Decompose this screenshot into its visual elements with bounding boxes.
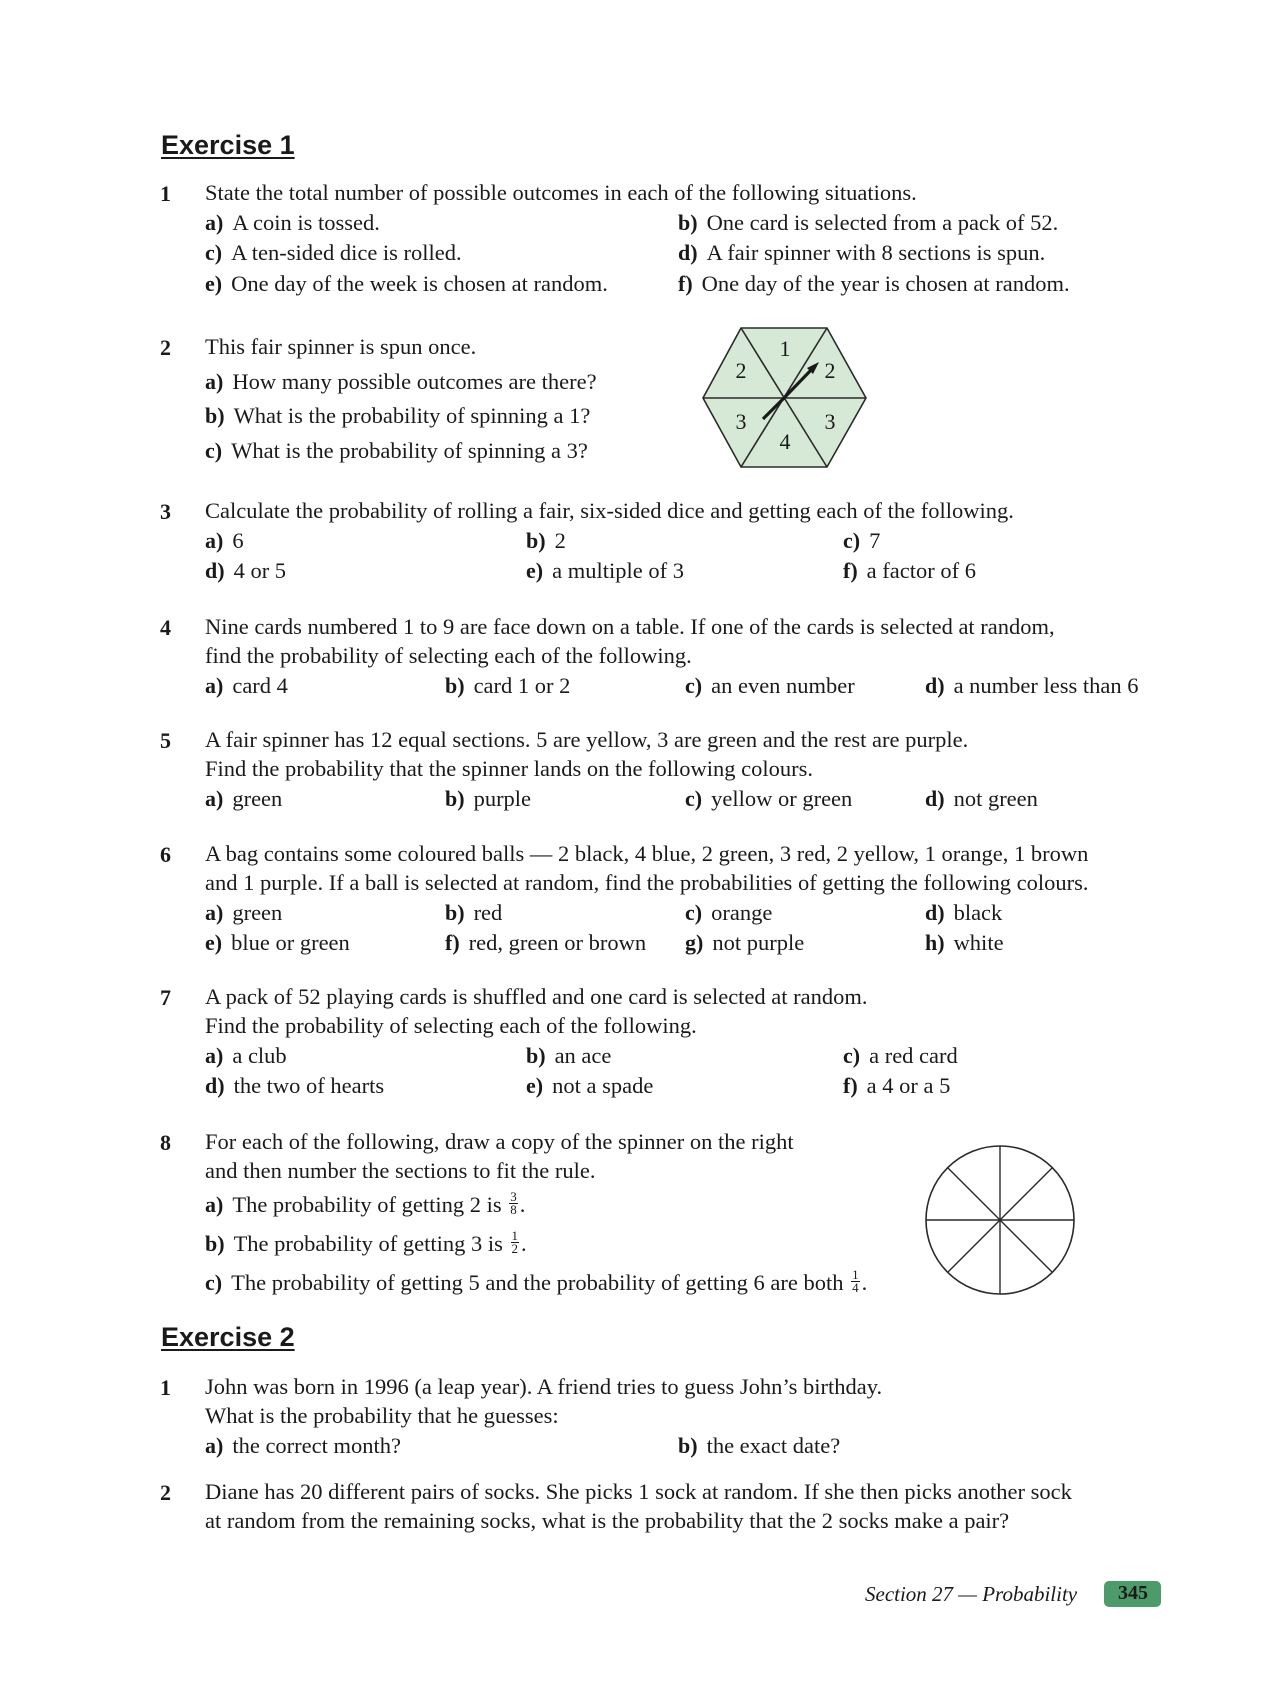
part-item [925, 673, 1139, 699]
part-item [205, 369, 597, 395]
part-label: e) [205, 930, 223, 955]
part-item [685, 786, 852, 812]
part-item [843, 1073, 950, 1099]
question-number: 3 [160, 499, 171, 524]
part-label: d) [678, 240, 698, 265]
fraction-numerator: 1 [852, 1267, 859, 1283]
question-number: 8 [160, 1130, 171, 1155]
part-text: One card is selected from a pack of 52. [706, 210, 1059, 235]
question-text: A fair spinner has 12 equal sections. 5 are yellow, 3 are green and the rest are purple. [205, 727, 969, 752]
fraction-numerator: 1 [511, 1228, 519, 1244]
part-text: 6 [232, 528, 244, 553]
part-item [205, 1073, 384, 1099]
part-text: red [473, 900, 503, 925]
question-text: and then number the sections to fit the rule. [205, 1158, 596, 1183]
part-text: an ace [554, 1043, 612, 1068]
question-text: Find the probability of selecting each of the following. [205, 1013, 697, 1038]
part-text: blue or green [231, 930, 350, 955]
part-text: green [232, 900, 283, 925]
part-label: c) [685, 786, 703, 811]
part-label: b) [445, 673, 465, 698]
part-label: b) [526, 528, 546, 553]
question-text: find the probability of selecting each of the following. [205, 643, 692, 668]
part-text: How many possible outcomes are there? [232, 369, 597, 394]
question-number: 5 [160, 728, 171, 753]
question-text: Find the probability that the spinner lands on the following colours. [205, 756, 814, 781]
part-item [205, 210, 380, 236]
part-item [205, 271, 608, 297]
part-text: a club [232, 1043, 287, 1068]
section-title: Section 27 — Probability [865, 1582, 1078, 1606]
part-text: card 4 [232, 673, 288, 698]
question-text: A bag contains some coloured balls — 2 black, 4 blue, 2 green, 3 red, 2 yellow, 1 orange, 1 brown [205, 841, 1089, 866]
part-label: a) [205, 210, 224, 235]
fraction-denominator: 4 [852, 1280, 859, 1296]
part-item [526, 1073, 653, 1099]
part-item [925, 786, 1038, 812]
part-text: The probability of getting 3 is [233, 1231, 503, 1256]
part-text: an even number [711, 673, 855, 698]
question-number: 7 [160, 985, 171, 1010]
part-text: What is the probability of spinning a 1? [233, 403, 591, 428]
part-item [685, 930, 804, 956]
part-item [205, 438, 588, 464]
part-label: b) [526, 1043, 546, 1068]
question-number: 2 [160, 335, 171, 360]
part-label: f) [445, 930, 460, 955]
part-label: b) [205, 1231, 225, 1256]
question-text: This fair spinner is spun once. [205, 334, 477, 359]
spinner-number: 4 [779, 429, 791, 454]
part-label: h) [925, 930, 945, 955]
part-item [205, 558, 286, 584]
part-text: One day of the year is chosen at random. [701, 271, 1070, 296]
spinner-number: 3 [824, 409, 836, 434]
part-label: e) [526, 1073, 544, 1098]
question-text: A pack of 52 playing cards is shuffled and one card is selected at random. [205, 984, 868, 1009]
part-text: a factor of 6 [866, 558, 976, 583]
question-text: Nine cards numbered 1 to 9 are face down on a table. If one of the cards is selected at random, [205, 614, 1055, 639]
part-text: green [232, 786, 283, 811]
question-number: 4 [160, 615, 171, 640]
question-text: State the total number of possible outcomes in each of the following situations. [205, 180, 917, 205]
part-label: d) [925, 786, 945, 811]
question-text: What is the probability that he guesses: [205, 1403, 559, 1428]
part-label: c) [205, 438, 223, 463]
part-text: not a spade [552, 1073, 654, 1098]
exercise-1-heading: Exercise 1 [161, 130, 295, 160]
part-item [526, 1043, 611, 1069]
part-text: A coin is tossed. [232, 210, 380, 235]
part-label: b) [205, 403, 225, 428]
part-text: 7 [869, 528, 881, 553]
spinner-number: 1 [779, 336, 791, 361]
part-label: a) [205, 369, 224, 394]
hexagon-spinner [700, 318, 870, 468]
part-text: What is the probability of spinning a 3? [231, 438, 588, 463]
part-label: g) [685, 930, 704, 955]
part-text: the exact date? [706, 1433, 841, 1458]
part-item [445, 786, 531, 812]
question-text: John was born in 1996 (a leap year). A friend tries to guess John’s birthday. [205, 1374, 883, 1399]
sentence-end: . [861, 1270, 868, 1295]
part-label: c) [685, 900, 703, 925]
part-text: purple [473, 786, 532, 811]
part-item [205, 673, 288, 699]
part-label: c) [205, 1270, 223, 1295]
fraction [511, 1230, 520, 1255]
part-label: a) [205, 786, 224, 811]
part-item [205, 1189, 526, 1219]
part-label: f) [843, 558, 858, 583]
part-label: a) [205, 673, 224, 698]
sentence-end: . [521, 1231, 527, 1256]
part-label: e) [526, 558, 544, 583]
fraction-denominator: 2 [511, 1241, 519, 1257]
part-item [843, 1043, 958, 1069]
part-text: A fair spinner with 8 sections is spun. [706, 240, 1046, 265]
part-text: the two of hearts [233, 1073, 385, 1098]
part-label: b) [445, 900, 465, 925]
fraction-numerator: 3 [510, 1189, 517, 1205]
page-number: 345 [1104, 1581, 1161, 1607]
part-item [678, 271, 1070, 297]
part-text: not green [953, 786, 1038, 811]
part-label: b) [678, 210, 698, 235]
part-text: One day of the week is chosen at random. [231, 271, 608, 296]
part-label: a) [205, 900, 224, 925]
part-label: d) [925, 673, 945, 698]
part-label: a) [205, 1043, 224, 1068]
question-number: 1 [160, 1375, 171, 1400]
question-number: 1 [160, 181, 171, 206]
question-text: For each of the following, draw a copy of the spinner on the right [205, 1129, 794, 1154]
part-label: d) [205, 558, 225, 583]
part-text: red, green or brown [468, 930, 647, 955]
part-text: the correct month? [232, 1433, 402, 1458]
part-item [678, 210, 1058, 236]
sentence-end: . [519, 1192, 526, 1217]
question-text: and 1 purple. If a ball is selected at random, find the probabilities of getting the following colours. [205, 870, 1089, 895]
part-item [843, 528, 880, 554]
part-label: c) [685, 673, 703, 698]
part-text: A ten-sided dice is rolled. [231, 240, 462, 265]
part-label: d) [205, 1073, 225, 1098]
eight-section-spinner [920, 1140, 1080, 1300]
part-item [445, 900, 502, 926]
part-item [445, 930, 646, 956]
question-text: Calculate the probability of rolling a fair, six-sided dice and getting each of the following. [205, 498, 1014, 523]
part-text: a number less than 6 [953, 673, 1139, 698]
part-text: The probability of getting 5 and the probability of getting 6 are both [231, 1270, 844, 1295]
part-item [205, 1433, 401, 1459]
part-label: c) [205, 240, 223, 265]
part-item [925, 900, 1002, 926]
fraction-denominator: 8 [510, 1202, 517, 1218]
part-text: 4 or 5 [233, 558, 287, 583]
part-label: a) [205, 1433, 224, 1458]
part-text: The probability of getting 2 is [232, 1192, 502, 1217]
part-text: a multiple of 3 [552, 558, 684, 583]
part-item [526, 528, 566, 554]
part-label: c) [843, 1043, 861, 1068]
fraction [851, 1269, 860, 1294]
question-number: 6 [160, 842, 171, 867]
part-label: b) [445, 786, 465, 811]
part-item [678, 240, 1045, 266]
question-text: at random from the remaining socks, what is the probability that the 2 socks make a pair? [205, 1508, 1010, 1533]
part-label: e) [205, 271, 223, 296]
part-text: 2 [554, 528, 566, 553]
part-item [205, 930, 350, 956]
part-label: f) [843, 1073, 858, 1098]
part-label: c) [843, 528, 861, 553]
part-item [205, 1267, 868, 1297]
part-text: orange [711, 900, 773, 925]
exercise-2-heading: Exercise 2 [161, 1322, 295, 1352]
part-label: a) [205, 528, 224, 553]
part-item [205, 1043, 287, 1069]
part-item [205, 1228, 527, 1258]
part-text: a red card [869, 1043, 958, 1068]
part-text: not purple [712, 930, 805, 955]
part-item [526, 558, 684, 584]
question-number: 2 [160, 1480, 171, 1505]
part-text: yellow or green [711, 786, 853, 811]
part-item [685, 673, 855, 699]
part-item [205, 900, 282, 926]
part-item [445, 673, 570, 699]
part-text: black [953, 900, 1003, 925]
part-label: b) [678, 1433, 698, 1458]
part-item [205, 786, 282, 812]
part-item [685, 900, 772, 926]
part-item [205, 240, 462, 266]
part-label: d) [925, 900, 945, 925]
spinner-number: 2 [824, 358, 836, 383]
part-item [205, 403, 590, 429]
part-item [843, 558, 976, 584]
part-text: card 1 or 2 [473, 673, 571, 698]
part-label: a) [205, 1192, 224, 1217]
part-label: f) [678, 271, 693, 296]
part-item [205, 528, 244, 554]
part-item [925, 930, 1004, 956]
part-text: a 4 or a 5 [866, 1073, 951, 1098]
fraction [509, 1191, 518, 1216]
part-item [678, 1433, 840, 1459]
question-text: Diane has 20 different pairs of socks. She picks 1 sock at random. If she then picks another sock [205, 1479, 1072, 1504]
spinner-number: 3 [735, 409, 747, 434]
part-text: white [953, 930, 1004, 955]
spinner-number: 2 [735, 358, 747, 383]
